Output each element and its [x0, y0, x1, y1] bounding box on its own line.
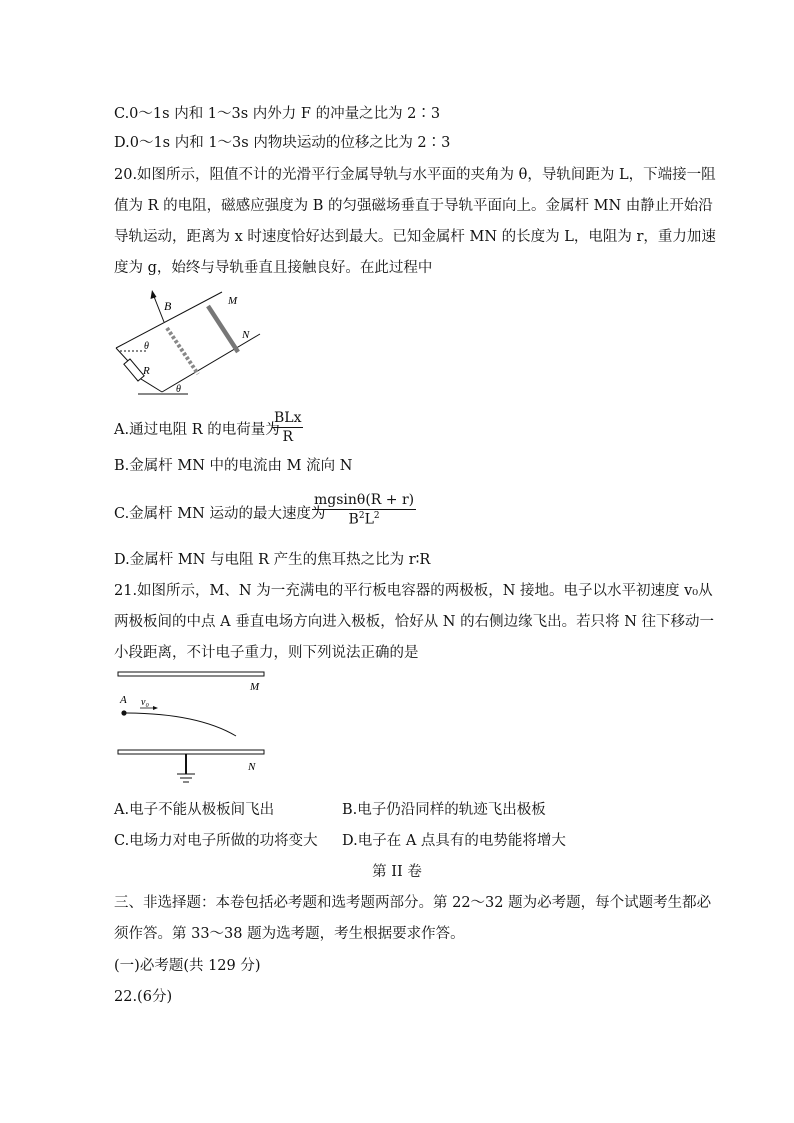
- section-intro-line-1: 三、非选择题：本卷包括必考题和选考题两部分。第 22～32 题为必考题，每个试题考生都必: [114, 895, 712, 911]
- section-intro-line-2: 须作答。第 33～38 题为选考题，考生根据要求作答。: [114, 926, 465, 942]
- resistor-r: [124, 359, 144, 381]
- q20-stem-line-3: 导轨运动，距离为 x 时速度恰好达到最大。已知金属杆 MN 的长度为 L，电阻为 r，重力加速: [114, 229, 716, 245]
- q21-stem-line-3: 小段距离，不计电子重力，则下列说法正确的是: [114, 645, 419, 661]
- plate-m: [118, 672, 264, 676]
- q20-stem-line-4: 度为 g，始终与导轨垂直且接触良好。在此过程中: [114, 260, 433, 276]
- denominator-b: B: [348, 511, 359, 528]
- q20-option-c-fraction: [312, 492, 416, 528]
- fraction-denominator: [312, 510, 416, 528]
- label-r: R: [143, 365, 150, 377]
- electron-trajectory: [124, 713, 236, 736]
- section-title: 第 II 卷: [372, 864, 422, 880]
- q19-option-c: C.0～1s 内和 1～3s 内外力 F 的冲量之比为 2∶3: [114, 106, 441, 122]
- label-m: M: [228, 295, 238, 307]
- arrow-head-icon: [151, 290, 157, 299]
- label-theta-bottom: θ: [176, 384, 181, 395]
- q20-rail-diagram: [114, 284, 274, 406]
- exponent-l: 2: [373, 511, 380, 521]
- q20-option-d: D.金属杆 MN 与电阻 R 产生的焦耳热之比为 r∶R: [114, 552, 431, 568]
- label-n: N: [242, 329, 250, 341]
- q20-option-a: [114, 420, 280, 440]
- q21-option-a: A.电子不能从极板间飞出: [114, 802, 275, 818]
- lead-wire-bottom: [141, 379, 162, 392]
- exponent-b: 2: [358, 511, 365, 521]
- metal-rod-mn: [208, 306, 238, 352]
- fraction-denominator: R: [282, 429, 294, 445]
- q20-option-b: B.金属杆 MN 中的电流由 M 流向 N: [114, 458, 353, 474]
- q19-option-d: D.0～1s 内和 1～3s 内物块运动的位移之比为 2∶3: [114, 135, 451, 151]
- dashed-rod-start-position: [167, 328, 198, 374]
- label-n: N: [248, 761, 256, 773]
- required-questions-heading: (一)必考题(共 129 分): [114, 958, 261, 974]
- denominator-l: L: [364, 511, 374, 528]
- q20-option-c-prefix: C.金属杆 MN 运动的最大速度为: [114, 506, 326, 522]
- q21-option-b: B.电子仍沿同样的轨迹飞出极板: [342, 802, 546, 818]
- fraction-numerator: BLx: [274, 410, 302, 426]
- q21-option-d: D.电子在 A 点具有的电势能将增大: [342, 833, 566, 849]
- q20-option-c: [114, 504, 325, 524]
- magnetic-field-b-arrow: [153, 294, 164, 322]
- q20-option-a-prefix: A.通过电阻 R 的电荷量为: [114, 422, 280, 438]
- label-v0: v₀: [141, 697, 149, 708]
- fraction-numerator: mgsinθ(R + r): [314, 492, 415, 508]
- q20-option-a-fraction: [272, 410, 303, 445]
- label-m: M: [250, 681, 260, 693]
- label-b: B: [164, 299, 172, 313]
- label-a: A: [120, 694, 127, 706]
- q21-stem-line-1: 21.如图所示，M、N 为一充满电的平行板电容器的两极板，N 接地。电子以水平初速度 v₀从: [114, 583, 713, 599]
- plate-n: [118, 750, 264, 754]
- lead-wire-top: [116, 348, 128, 361]
- q20-stem-line-2: 值为 R 的电阻，磁感应强度为 B 的匀强磁场垂直于导轨平面向上。金属杆 MN 由静止开始沿: [114, 198, 713, 214]
- arrow-head-icon: [153, 706, 158, 710]
- q21-capacitor-diagram: [114, 668, 274, 788]
- label-theta-top: θ: [144, 341, 149, 352]
- q20-stem-line-1: 20.如图所示，阻值不计的光滑平行金属导轨与水平面的夹角为 θ，导轨间距为 L，下端接一阻: [114, 167, 716, 183]
- q21-stem-line-2: 两极板间的中点 A 垂直电场方向进入极板，恰好从 N 的右侧边缘飞出。若只将 N 往下移动一: [114, 614, 714, 630]
- q21-option-c: C.电场力对电子所做的功将变大: [114, 833, 318, 849]
- q22-heading: 22.(6分): [114, 989, 173, 1005]
